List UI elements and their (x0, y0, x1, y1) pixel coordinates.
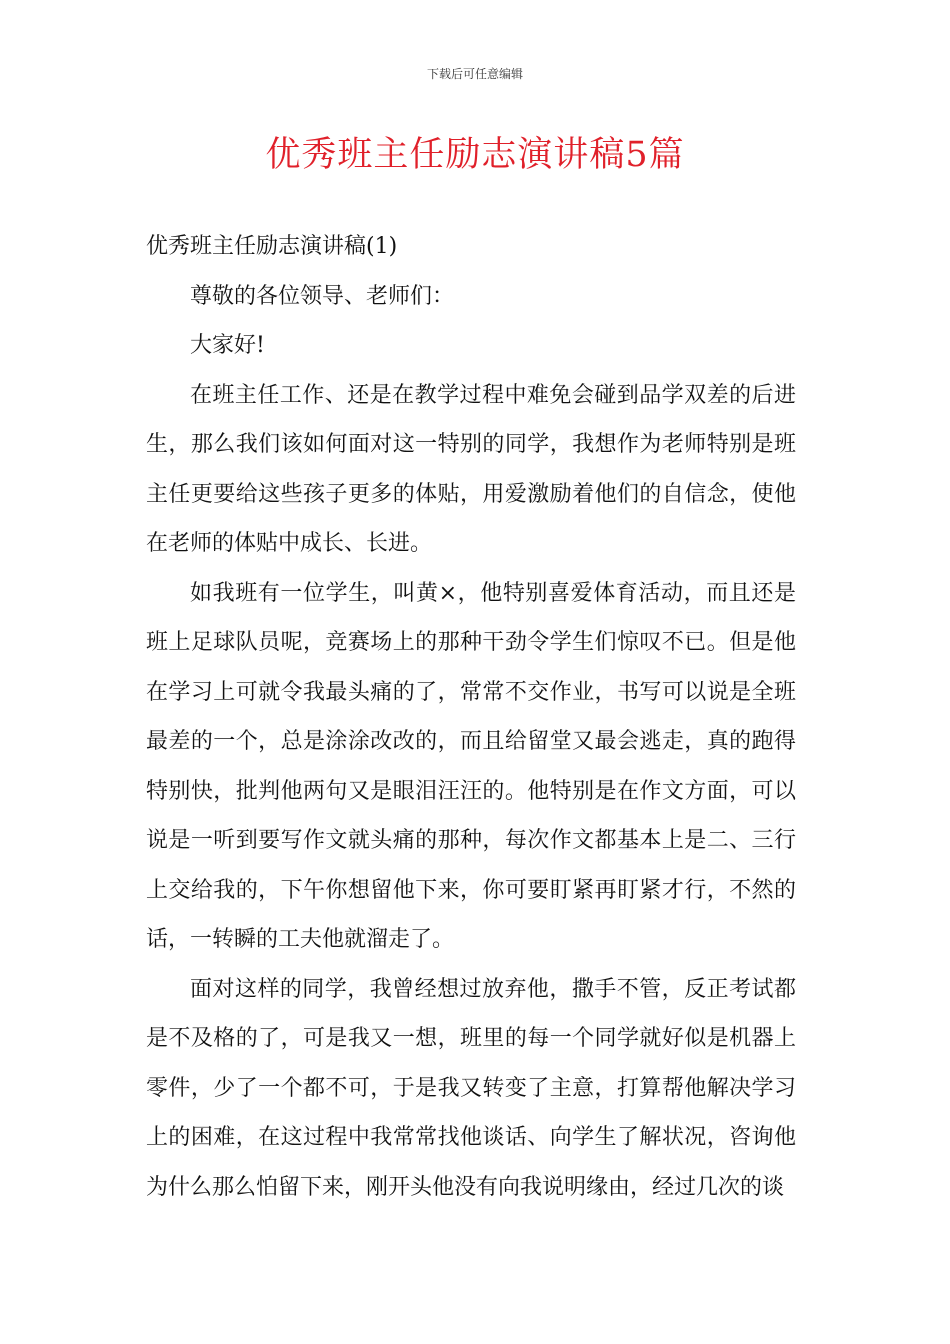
paragraph-greeting: 大家好! (190, 333, 265, 358)
paragraph-salutation: 尊敬的各位领导、老师们： (190, 283, 455, 309)
header-note: 下载后可任意编辑 (426, 67, 523, 81)
document-title: 优秀班主任励志演讲稿5篇 (265, 135, 685, 175)
section-heading: 优秀班主任励志演讲稿(1) (146, 234, 398, 259)
paragraph: 如我班有一位学生，叫黄×，他特别喜爱体育活动，而且还是班上足球队员呢，竞赛场上的那种干劲令学生们惊叹不已。但是他在学习上可就令我最头痛的了，常常不交作业，书写可以说是全班最差的一个，总是涂涂改改的，而且给留堂又最会逃走，真的跑得特别快，批判他两句又是眼泪汪汪的。他特别是在作文方面，可以说是一听到要写作文就头痛的那种，每次作文都基本上是二、三行上交给我的，下午你想留他下来，你可要盯紧再盯紧才行，不然的话，一转瞬的工夫他就溜走了。 (146, 580, 796, 952)
document-body (146, 222, 796, 1212)
paragraph: 面对这样的同学，我曾经想过放弃他，撒手不管，反正考试都是不及格的了，可是我又一想，班里的每一个同学就好似是机器上零件，少了一个都不可，于是我又转变了主意，打算帮他解决学习上的困难，在这过程中我常常找他谈话、向学生了解状况，咨询他为什么那么怕留下来，刚开头他没有向我说明缘由，经过几次的谈 (146, 976, 796, 1200)
paragraph: 在班主任工作、还是在教学过程中难免会碰到品学双差的后进生，那么我们该如何面对这一特别的同学，我想作为老师特别是班主任更要给这些孩子更多的体贴，用爱激励着他们的自信念，使他在老师的体贴中成长、长进。 (146, 382, 796, 556)
